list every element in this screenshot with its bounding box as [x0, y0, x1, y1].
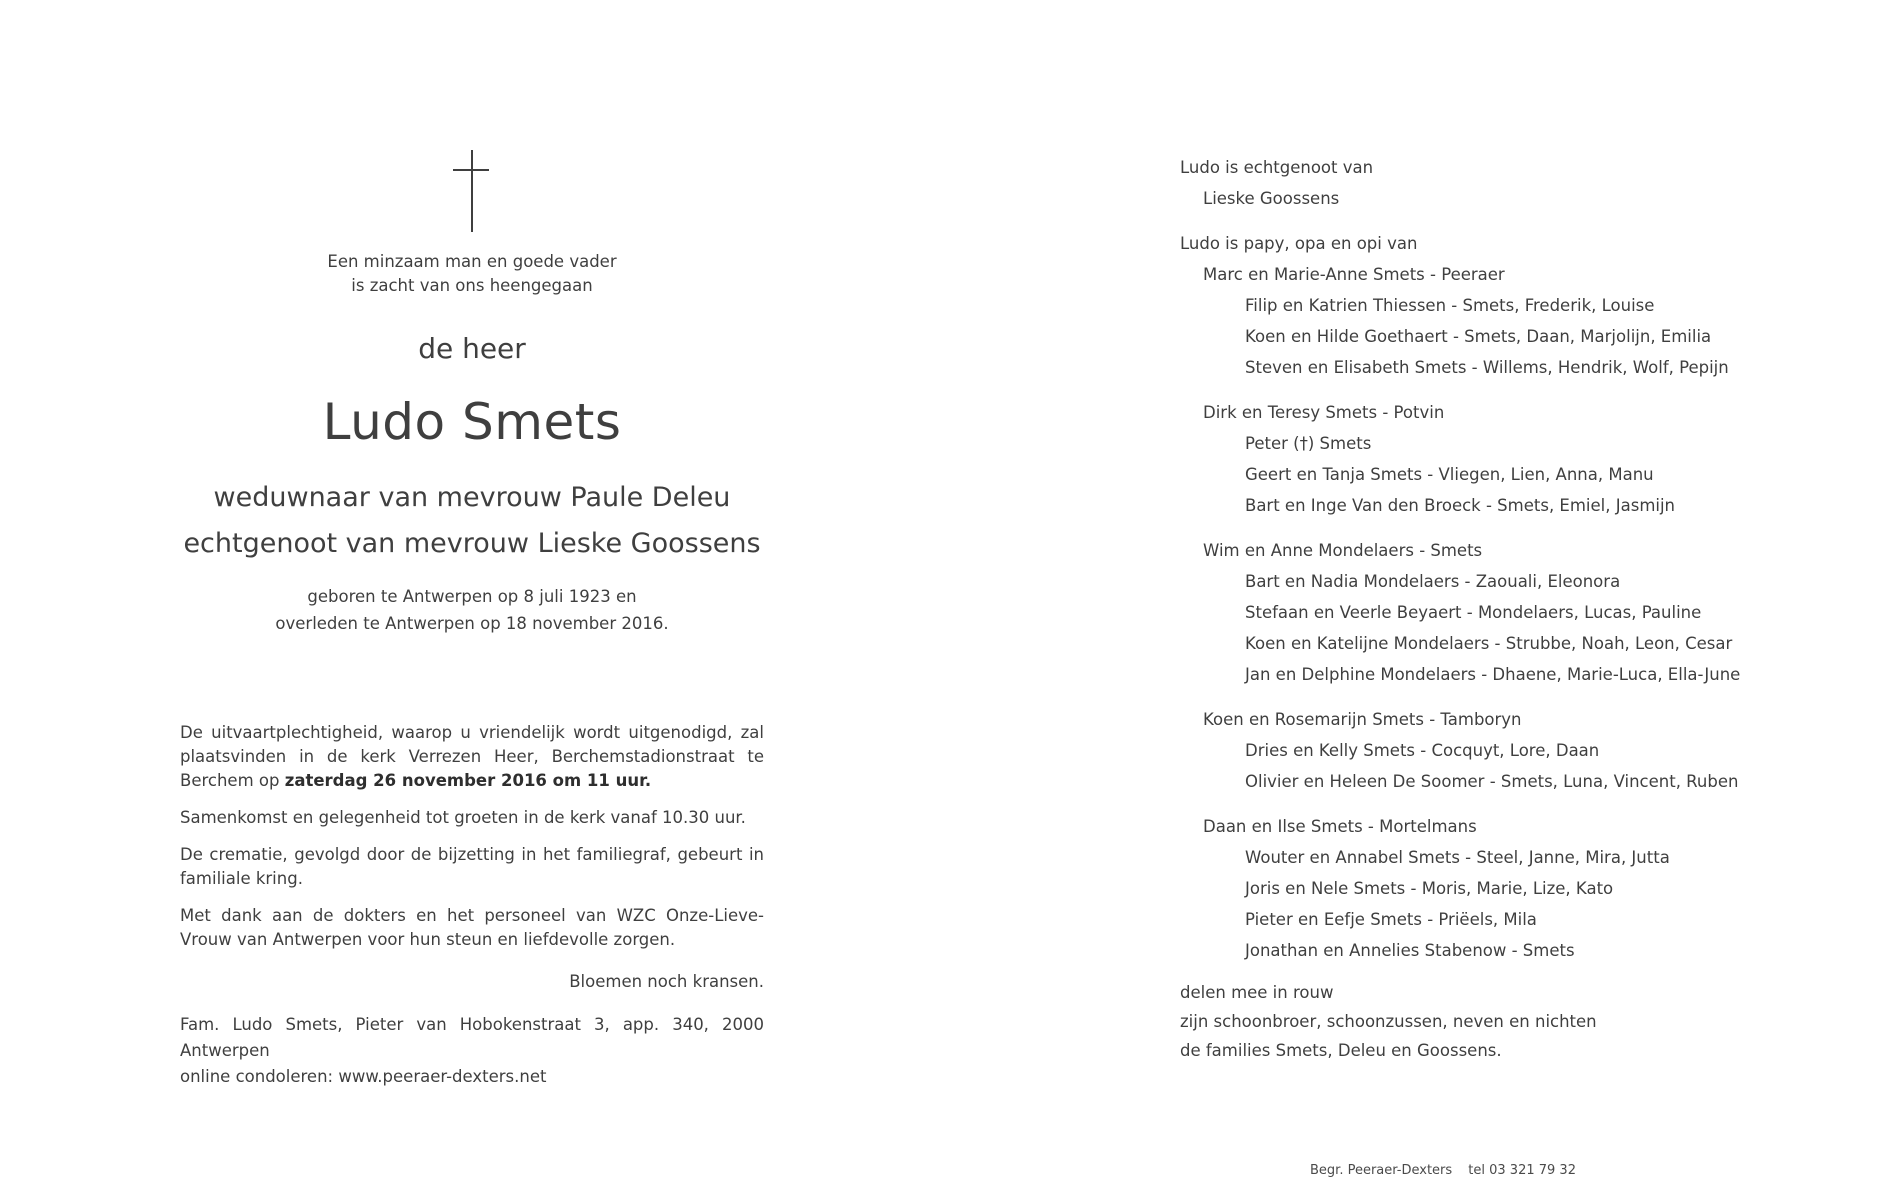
spouse-name: Lieske Goossens — [1203, 189, 1340, 208]
closing-line: zijn schoonbroer, schoonzussen, neven en nichten — [1180, 1012, 1597, 1031]
family-child: Wouter en Annabel Smets - Steel, Janne, Mira, Jutta — [1245, 848, 1670, 867]
gathering-paragraph: Samenkomst en gelegenheid tot groeten in de kerk vanaf 10.30 uur. — [180, 808, 746, 827]
ceremony-details — [180, 721, 764, 1090]
cremation-paragraph: De crematie, gevolgd door de bijzetting in het familiegraf, gebeurt in familiale kring. — [180, 845, 764, 888]
closing-line: delen mee in rouw — [1180, 983, 1334, 1002]
family-child: Stefaan en Veerle Beyaert - Mondelaers, Lucas, Pauline — [1245, 603, 1702, 622]
title-prefix: de heer — [418, 332, 526, 365]
family-parent: Wim en Anne Mondelaers - Smets — [1203, 541, 1483, 560]
family-child: Pieter en Eefje Smets - Priëels, Mila — [1245, 910, 1537, 929]
family-child: Geert en Tanja Smets - Vliegen, Lien, Anna, Manu — [1245, 465, 1654, 484]
birth-line: geboren te Antwerpen op 8 juli 1923 en — [307, 587, 637, 606]
family-parent: Dirk en Teresy Smets - Potvin — [1203, 403, 1445, 422]
left-panel — [180, 150, 764, 1090]
life-dates — [180, 583, 764, 637]
family-panel — [1180, 152, 1800, 1065]
flowers-note: Bloemen noch kransen. — [569, 972, 764, 991]
family-parent: Daan en Ilse Smets - Mortelmans — [1203, 817, 1477, 836]
intro-text — [180, 250, 764, 298]
family-child: Jan en Delphine Mondelaers - Dhaene, Marie-Luca, Ella-June — [1245, 665, 1741, 684]
spouse-line: echtgenoot van mevrouw Lieske Goossens — [183, 528, 761, 559]
family-child: Joris en Nele Smets - Moris, Marie, Lize, Kato — [1245, 879, 1614, 898]
family-child: Steven en Elisabeth Smets - Willems, Hendrik, Wolf, Pepijn — [1245, 358, 1729, 377]
family-group — [1180, 704, 1800, 797]
family-child: Bart en Nadia Mondelaers - Zaouali, Eleonora — [1245, 572, 1621, 591]
family-group — [1180, 811, 1800, 966]
spouse-heading: Ludo is echtgenoot van — [1180, 158, 1374, 177]
contact-online: online condoleren: www.peeraer-dexters.net — [180, 1067, 547, 1086]
family-group — [1180, 397, 1800, 521]
family-child: Bart en Inge Van den Broeck - Smets, Emiel, Jasmijn — [1245, 496, 1676, 515]
intro-line-1: Een minzaam man en goede vader — [327, 252, 617, 271]
spouse-info — [180, 475, 764, 567]
contact-address: Fam. Ludo Smets, Pieter van Hobokenstraat 3, app. 340, 2000 Antwerpen — [180, 1015, 764, 1060]
family-child: Jonathan en Annelies Stabenow - Smets — [1245, 941, 1575, 960]
undertaker-name: Begr. Peeraer-Dexters — [1310, 1163, 1453, 1178]
undertaker-phone: tel 03 321 79 32 — [1468, 1163, 1576, 1178]
closing-line: de families Smets, Deleu en Goossens. — [1180, 1041, 1502, 1060]
footer — [1310, 1163, 1588, 1178]
family-parent: Marc en Marie-Anne Smets - Peeraer — [1203, 265, 1505, 284]
family-child: Koen en Hilde Goethaert - Smets, Daan, Marjolijn, Emilia — [1245, 327, 1712, 346]
family-child: Peter (†) Smets — [1245, 434, 1372, 453]
family-child: Koen en Katelijne Mondelaers - Strubbe, Noah, Leon, Cesar — [1245, 634, 1733, 653]
cross-icon — [452, 150, 492, 232]
widower-line: weduwnaar van mevrouw Paule Deleu — [213, 482, 731, 513]
family-child: Dries en Kelly Smets - Cocquyt, Lore, Daan — [1245, 741, 1600, 760]
family-child: Filip en Katrien Thiessen - Smets, Frederik, Louise — [1245, 296, 1655, 315]
family-group — [1180, 259, 1800, 383]
family-child: Olivier en Heleen De Soomer - Smets, Luna, Vincent, Ruben — [1245, 772, 1739, 791]
deceased-name: Ludo Smets — [322, 393, 622, 451]
intro-line-2: is zacht van ons heengegaan — [351, 276, 593, 295]
ceremony-date: zaterdag 26 november 2016 om 11 uur. — [284, 771, 652, 790]
family-group — [1180, 535, 1800, 690]
ceremony-paragraph — [180, 721, 764, 793]
death-line: overleden te Antwerpen op 18 november 2016. — [275, 614, 669, 633]
family-parent: Koen en Rosemarijn Smets - Tamboryn — [1203, 710, 1522, 729]
closing-lines — [1180, 978, 1800, 1065]
ceremony-text: De uitvaartplechtigheid, waarop u vriendelijk wordt uitgenodigd, zal plaatsvinden in de kerk Verrezen Heer, Berchemstadionstraat te Berchem op — [180, 723, 764, 790]
thanks-paragraph: Met dank aan de dokters en het personeel van WZC Onze-Lieve-Vrouw van Antwerpen voor hun steun en liefdevolle zorgen. — [180, 906, 764, 949]
children-heading: Ludo is papy, opa en opi van — [1180, 234, 1418, 253]
contact-info — [180, 1012, 764, 1090]
